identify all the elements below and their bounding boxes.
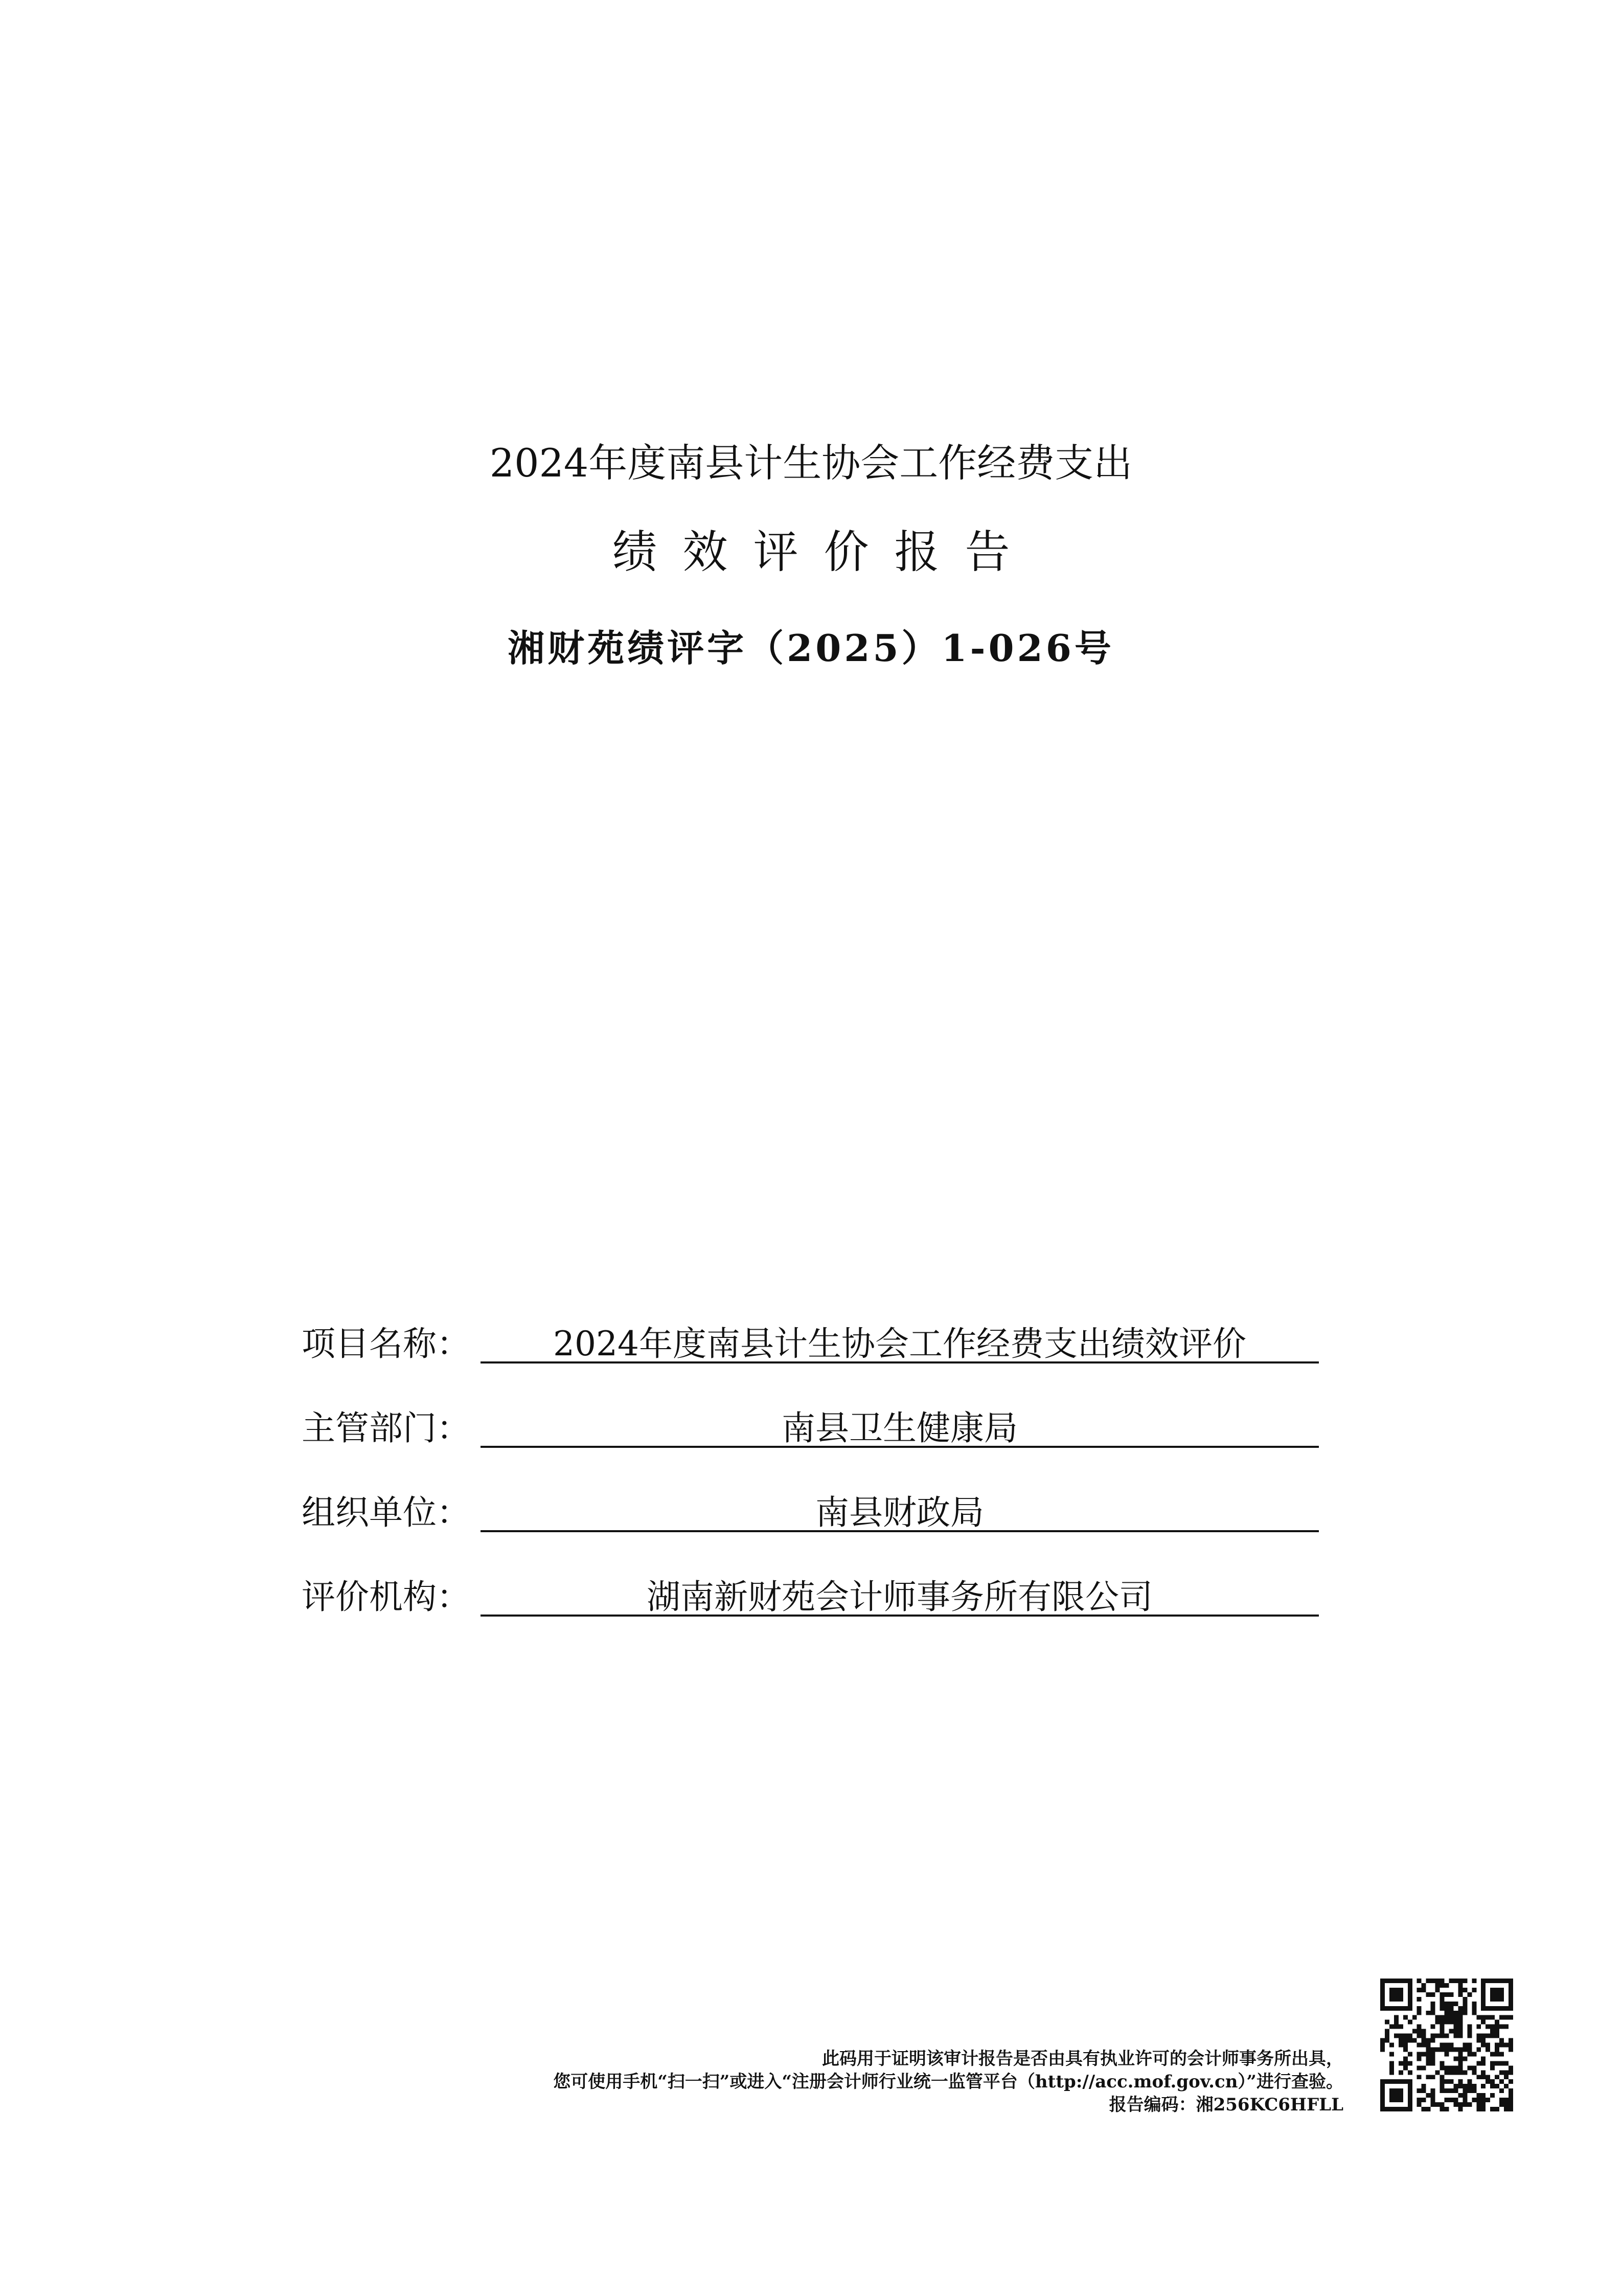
field-label: 评价机构： [302,1577,470,1617]
field-value: 南县卫生健康局 [481,1401,1319,1448]
field-value: 湖南新财苑会计师事务所有限公司 [481,1570,1319,1617]
field-label: 组织单位： [302,1493,470,1532]
field-organizer [302,1485,1324,1541]
field-label: 项目名称： [302,1324,470,1363]
report-title-line1: 2024年度南县计生协会工作经费支出 [489,440,1133,486]
field-label: 主管部门： [302,1408,470,1448]
field-value: 2024年度南县计生协会工作经费支出绩效评价 [481,1316,1319,1363]
document-number: 湘财苑绩评字（2025）1-026号 [508,626,1114,670]
field-project-name [302,1316,1324,1373]
field-evaluator [302,1570,1324,1626]
verification-note [372,2048,1343,2117]
field-department [302,1401,1324,1457]
report-title-line2: 绩效评价报告 [612,526,1036,578]
qr-code-icon[interactable] [1380,1979,1513,2111]
verification-line2: 您可使用手机“扫一扫”或进入“注册会计师行业统一监管平台（http://acc.mof.gov.cn）”进行查验。 [553,2072,1343,2092]
report-code: 报告编码：湘256KC6HFLL [1109,2095,1343,2115]
verification-line1: 此码用于证明该审计报告是否由具有执业许可的会计师事务所出具， [822,2049,1343,2069]
field-value: 南县财政局 [481,1485,1319,1532]
